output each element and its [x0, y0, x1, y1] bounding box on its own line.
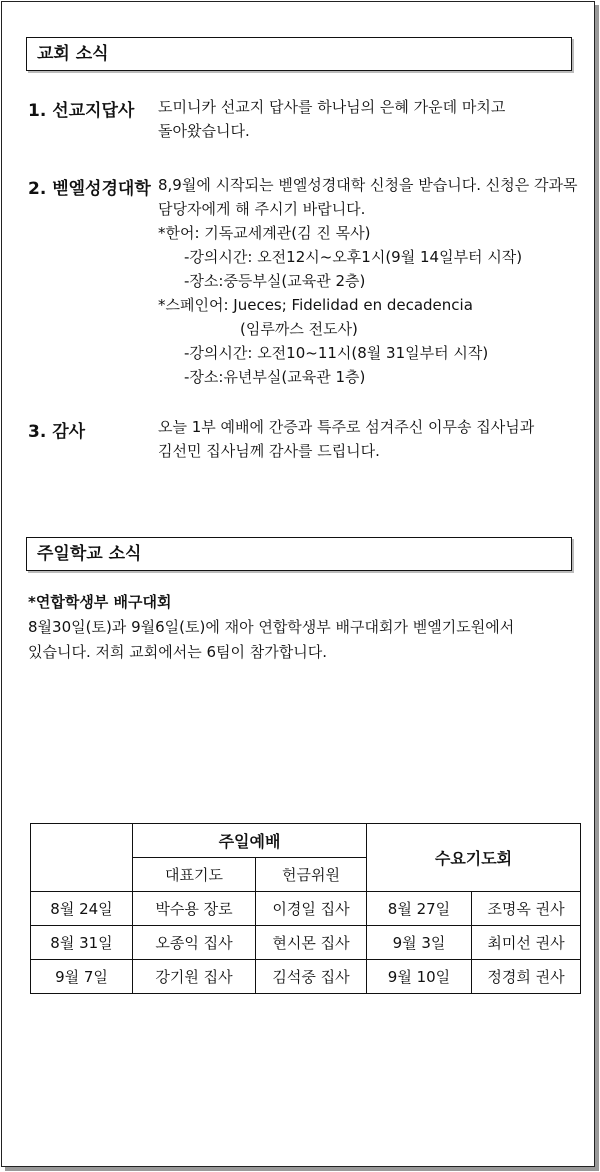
- header-offering: 헌금위원: [256, 858, 367, 892]
- news-item-2-line: 담당자에게 해 주시기 바랍니다.: [158, 200, 366, 218]
- news-item-3-line: 김선민 집사님께 감사를 드립니다.: [158, 442, 380, 460]
- news-item-2-body: [158, 173, 577, 389]
- service-schedule-table: [30, 823, 581, 994]
- news-item-2-line: (임루까스 전도사): [240, 320, 358, 338]
- sunday-school-line: 8월30일(토)과 9월6일(토)에 재아 연합학생부 배구대회가 벧엘기도원에서: [28, 618, 515, 636]
- row-offering: 김석중 집사: [256, 960, 367, 994]
- header-prayer-lead: 대표기도: [133, 858, 256, 892]
- header-sunday-service: 주일예배: [133, 824, 367, 858]
- row-wed-leader: 조명옥 권사: [472, 892, 581, 926]
- news-item-2-line: *한어: 기독교세계관(김 진 목사): [158, 224, 371, 242]
- news-item-2-line: -장소:중등부실(교육관 2층): [184, 272, 366, 290]
- sunday-school-line: 있습니다. 저희 교회에서는 6팀이 참가합니다.: [28, 643, 327, 661]
- row-prayer-lead: 박수용 장로: [133, 892, 256, 926]
- row-offering: 이경일 집사: [256, 892, 367, 926]
- table-row: [31, 960, 581, 994]
- news-item-3-number: 3. 감사: [28, 422, 86, 442]
- table-row: [31, 892, 581, 926]
- news-item-2-line: *스페인어: Jueces; Fidelidad en decadencia: [158, 296, 473, 314]
- row-offering: 현시몬 집사: [256, 926, 367, 960]
- row-date: 8월 24일: [31, 892, 133, 926]
- sunday-school-headline: *연합학생부 배구대회: [28, 593, 172, 611]
- church-news-title: 교회 소식: [26, 37, 572, 71]
- news-item-3-body: [158, 415, 534, 463]
- news-item-2-line: 8,9월에 시작되는 벧엘성경대학 신청을 받습니다. 신청은 각과목: [158, 176, 578, 194]
- row-prayer-lead: 강기원 집사: [133, 960, 256, 994]
- sunday-school-body: [28, 590, 514, 665]
- row-wed-date: 8월 27일: [367, 892, 472, 926]
- table-row: [31, 926, 581, 960]
- row-date: 9월 7일: [31, 960, 133, 994]
- row-date: 8월 31일: [31, 926, 133, 960]
- news-item-1-line: 돌아왔습니다.: [158, 122, 250, 140]
- row-prayer-lead: 오종익 집사: [133, 926, 256, 960]
- news-item-2-line: -강의시간: 오전10~11시(8월 31일부터 시작): [184, 344, 489, 362]
- table-corner-cell: [31, 824, 133, 892]
- header-wednesday-prayer: 수요기도회: [367, 824, 581, 892]
- row-wed-leader: 정경희 권사: [472, 960, 581, 994]
- news-item-1-body: [158, 95, 505, 143]
- news-item-1-line: 도미니카 선교지 답사를 하나님의 은혜 가운데 마치고: [158, 98, 506, 116]
- news-item-2-line: -강의시간: 오전12시~오후1시(9월 14일부터 시작): [184, 248, 523, 266]
- sunday-school-title: 주일학교 소식: [26, 537, 572, 571]
- news-item-2-number: 2. 벧엘성경대학: [28, 179, 151, 199]
- row-wed-date: 9월 10일: [367, 960, 472, 994]
- row-wed-leader: 최미선 권사: [472, 926, 581, 960]
- news-item-1-number: 1. 선교지답사: [28, 101, 135, 121]
- news-item-3-line: 오늘 1부 예배에 간증과 특주로 섬겨주신 이무송 집사님과: [158, 418, 535, 436]
- news-item-2-line: -장소:유년부실(교육관 1층): [184, 368, 366, 386]
- row-wed-date: 9월 3일: [367, 926, 472, 960]
